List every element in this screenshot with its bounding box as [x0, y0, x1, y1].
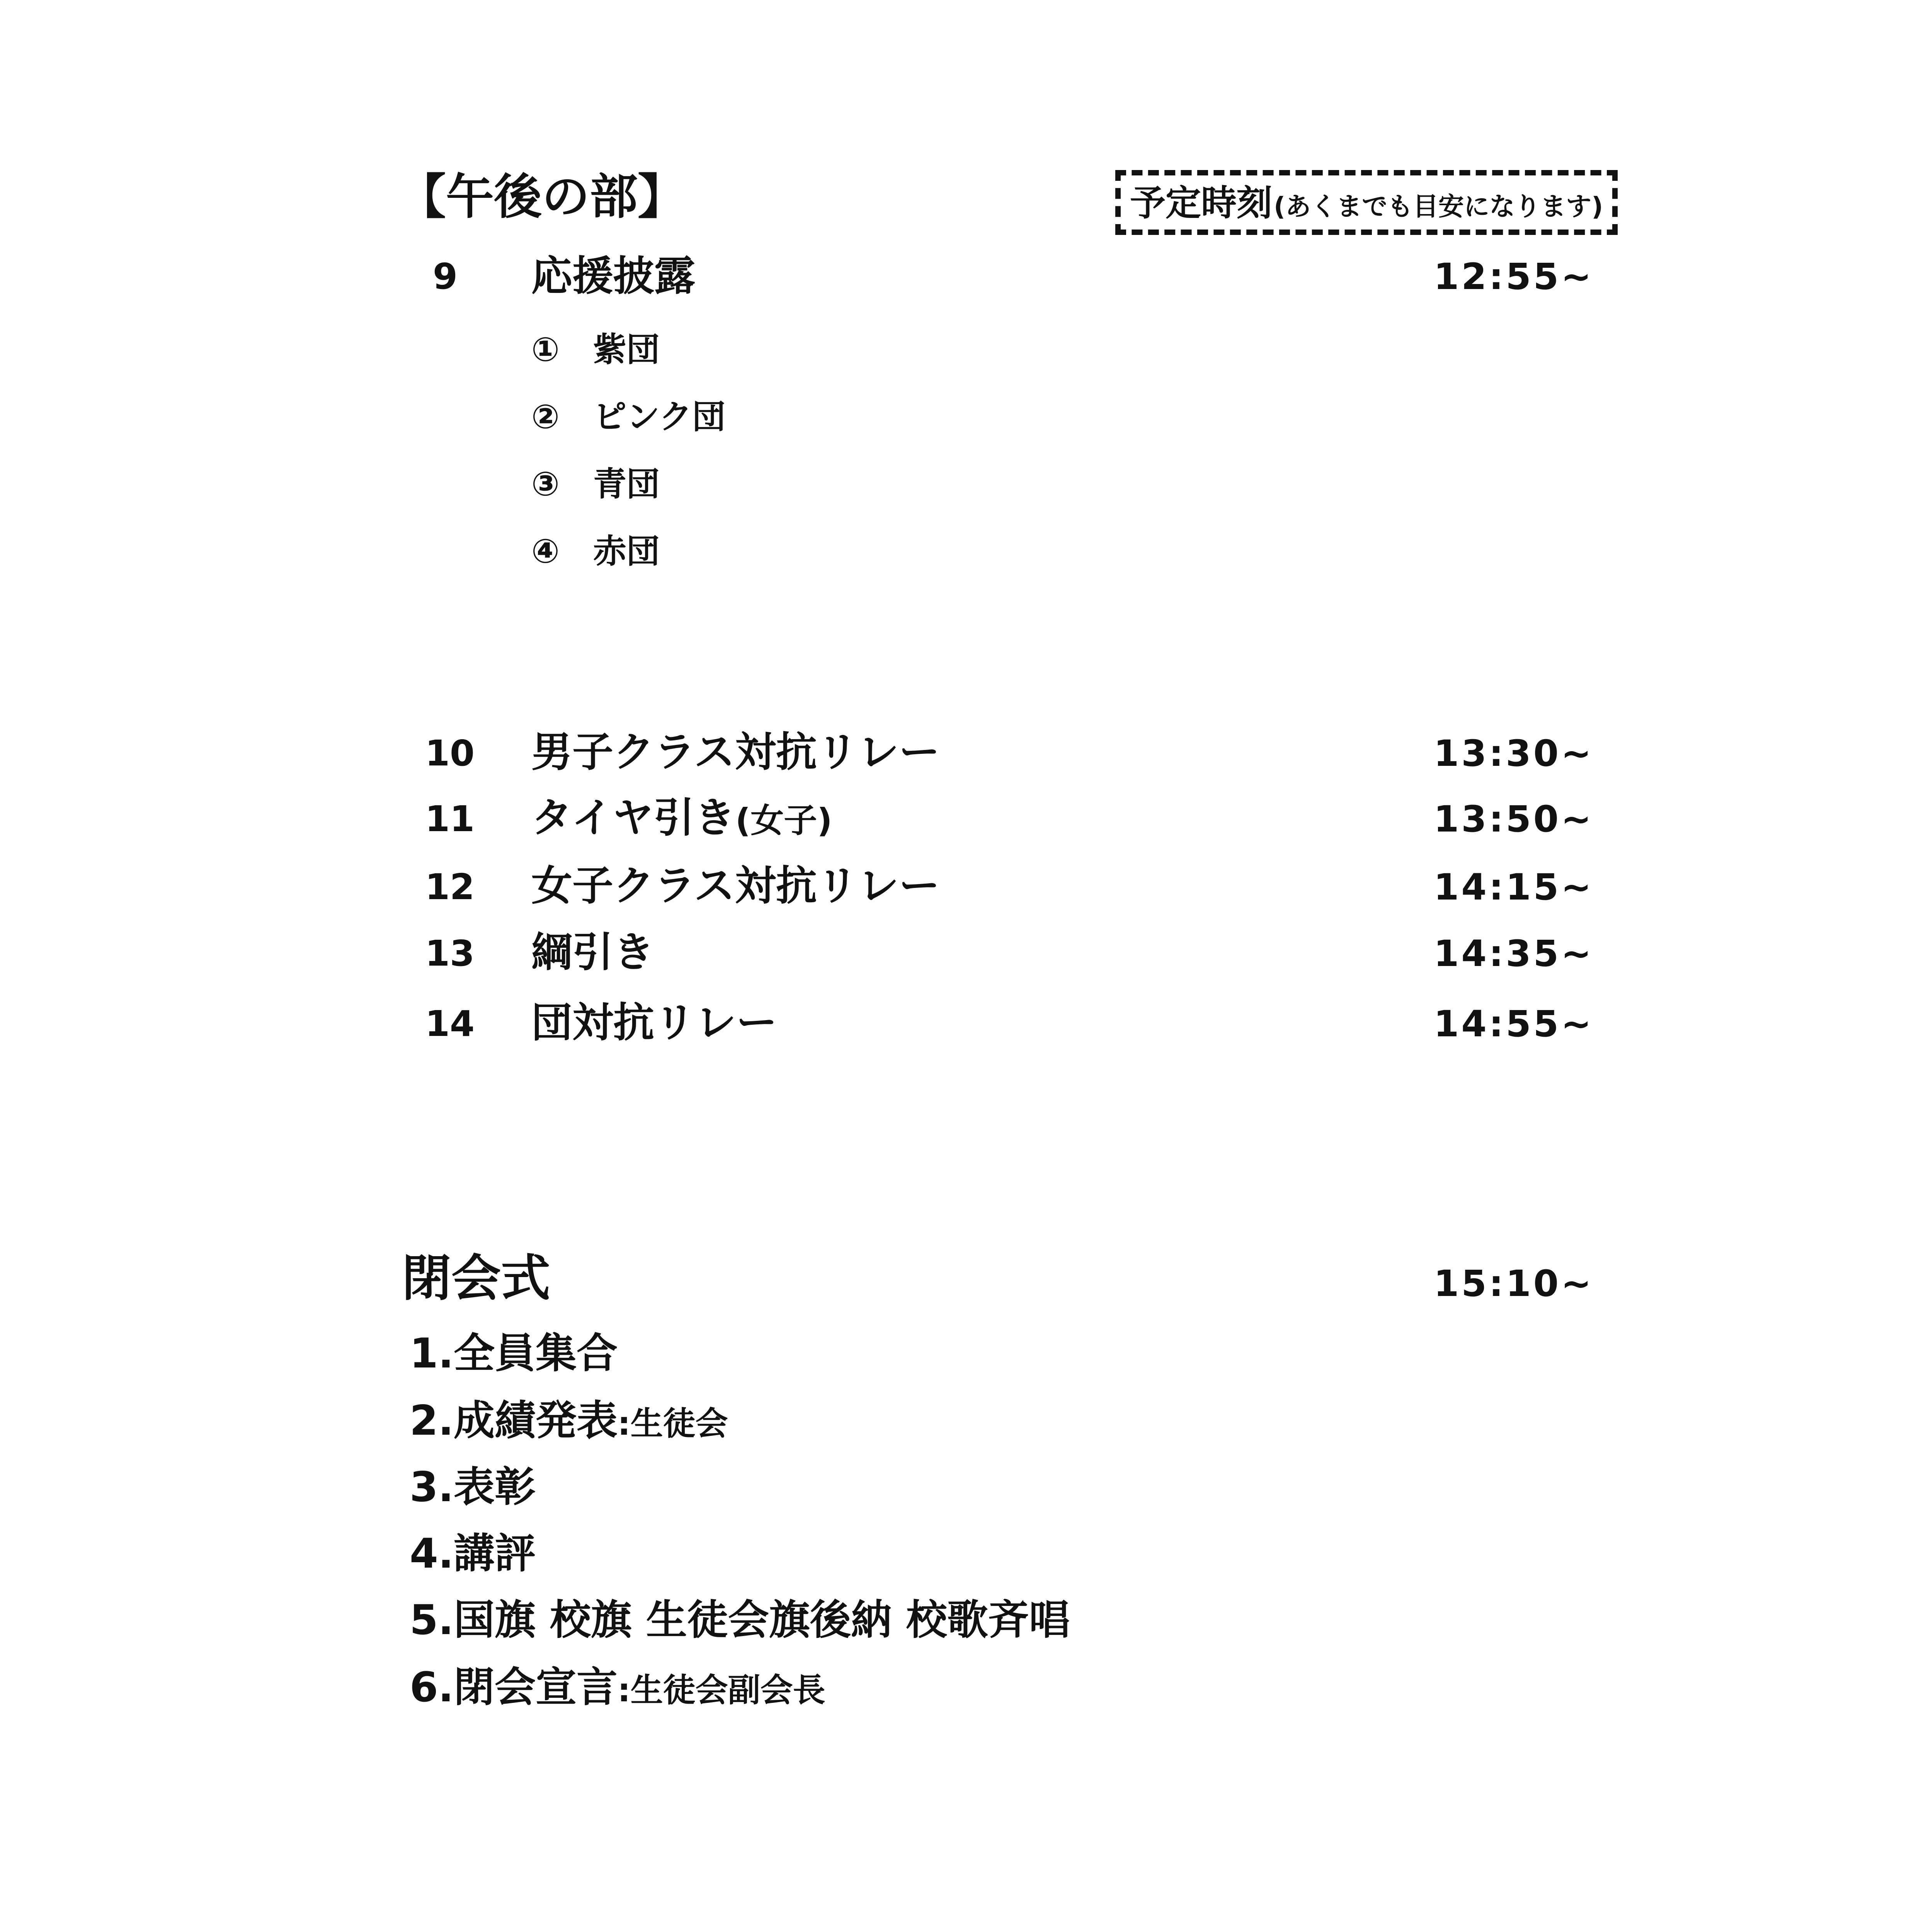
event-number: 10	[425, 733, 475, 774]
schedule-time-note	[1115, 170, 1618, 235]
team-mark: ②	[531, 398, 560, 436]
cheer-team-item	[531, 330, 660, 369]
afternoon-section-title: 【午後の部】	[398, 169, 686, 225]
closing-step-label: 5.国旗 校旗 生徒会旗後納 校歌斉唱	[410, 1596, 1070, 1644]
event-name	[531, 728, 940, 776]
team-name: 赤団	[593, 532, 660, 571]
closing-step	[410, 1663, 825, 1711]
event-time: 13:50~	[1434, 798, 1594, 840]
event-name-sub: (女子)	[735, 801, 832, 840]
closing-step	[410, 1463, 536, 1511]
cheer-team-item	[531, 400, 725, 434]
event-number: 11	[425, 798, 475, 840]
event-number: 13	[425, 933, 475, 974]
event-number: 14	[425, 1003, 475, 1044]
schedule-time-label: 予定時刻	[1130, 182, 1273, 224]
event-number: 9	[433, 256, 458, 297]
closing-step-label: 6.閉会宣言	[410, 1663, 618, 1711]
event-time: 13:30~	[1434, 733, 1594, 775]
schedule-time-sub: (あくまでも目安になります)	[1274, 192, 1603, 221]
closing-step-sub: :生徒会副会長	[618, 1671, 825, 1709]
team-name: 青団	[593, 465, 660, 503]
closing-step-label: 2.成績発表	[410, 1397, 618, 1444]
event-name-text: 綱引き	[531, 929, 654, 976]
team-mark: ③	[531, 465, 560, 503]
event-name-text: 男子クラス対抗リレー	[531, 728, 940, 776]
event-name-text: 女子クラス対抗リレー	[531, 862, 940, 910]
closing-step	[410, 1397, 728, 1444]
event-time: 14:55~	[1434, 1003, 1594, 1045]
event-name	[531, 929, 654, 976]
event-name	[531, 862, 940, 910]
event-time: 14:35~	[1434, 933, 1594, 975]
closing-step	[410, 1596, 1070, 1644]
team-mark: ④	[531, 532, 560, 571]
cheer-team-item	[531, 465, 660, 503]
event-time: 12:55~	[1434, 256, 1594, 298]
event-name-text: タイヤ引き	[531, 794, 735, 842]
team-name: ピンク団	[593, 398, 726, 436]
closing-step-label: 1.全員集合	[410, 1330, 618, 1377]
event-number: 12	[425, 866, 475, 908]
closing-step	[410, 1330, 618, 1377]
cheer-team-item	[531, 532, 660, 571]
closing-step-sub: :生徒会	[618, 1405, 728, 1442]
team-mark: ①	[531, 330, 560, 369]
closing-ceremony-time: 15:10~	[1434, 1263, 1594, 1305]
closing-step-label: 3.表彰	[410, 1463, 536, 1511]
closing-ceremony-title: 閉会式	[402, 1250, 551, 1307]
event-name-text: 団対抗リレー	[531, 999, 777, 1046]
event-name	[531, 999, 777, 1046]
event-time: 14:15~	[1434, 866, 1594, 908]
event-name: 応援披露	[531, 252, 695, 300]
closing-step-label: 4.講評	[410, 1530, 536, 1577]
closing-step	[410, 1530, 536, 1577]
team-name: 紫団	[593, 330, 660, 369]
event-name	[531, 794, 832, 842]
